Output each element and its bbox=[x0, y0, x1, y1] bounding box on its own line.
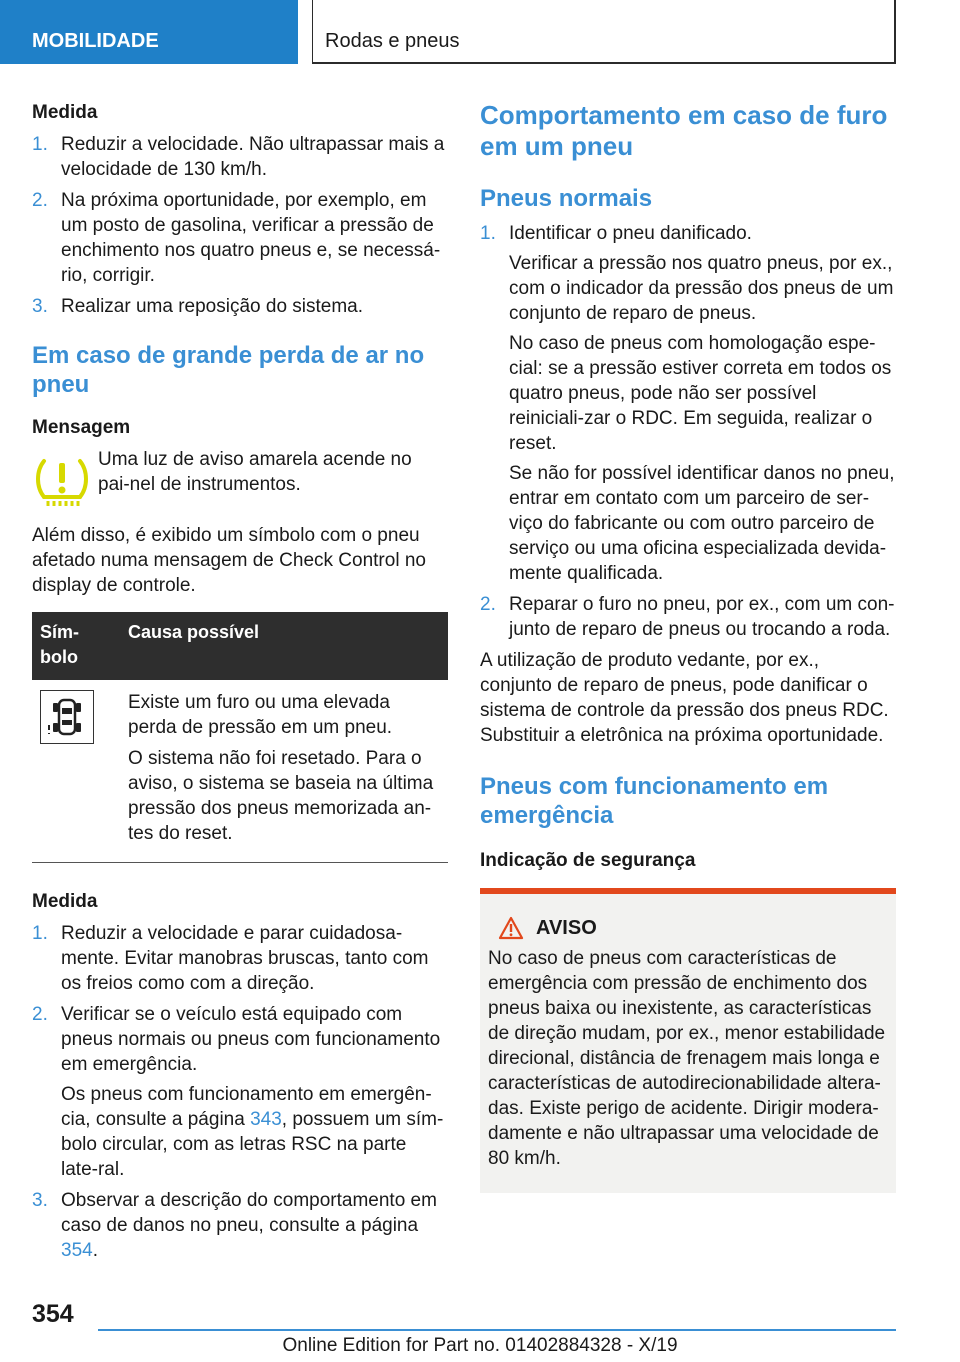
list-item: 1. Reduzir a velocidade e parar cuidadosa-mente. Evitar manobras bruscas, tanto com os freios como com a direção. bbox=[32, 923, 429, 994]
measure-heading: Medida bbox=[32, 102, 98, 123]
symbol-table bbox=[32, 612, 448, 863]
warning-text: No caso de pneus com características de emergência com pressão de enchimento dos pneus baixa ou inexistente, as características de direção mudam, por ex., menor estabilidade direcional, distância de frenagem mais longa e características de autodirecionabilidade altera-das. Existe perigo de acidente. Dirigir modera-damente e não ultrapassar uma velocidade de 80 km/h. bbox=[488, 948, 886, 1169]
car-tire-pressure-icon bbox=[40, 690, 94, 744]
page-number: 354 bbox=[32, 1300, 74, 1328]
list-item: 3. Realizar uma reposição do sistema. bbox=[32, 296, 364, 317]
measure-heading: Medida bbox=[32, 891, 98, 912]
normal-tires-heading: Pneus normais bbox=[480, 185, 653, 212]
list-item: 1. Identificar o pneu danificado. Verificar a pressão nos quatro pneus, por ex., com o indicador da pressão dos pneus de um conjunto de reparo de pneus. No caso de pneus com homologação espe-cial: se a pressão estiver correta em todos os quatro pneus, pode não ser possível reiniciali-zar o RDC. Em seguida, realizar o reset. Se não for possível identificar danos no pneu, entrar em contato com um parceiro de ser-viço do fabricante ou com outro parceiro de serviço ou uma oficina especializada devida-mente qualificada. bbox=[480, 223, 895, 584]
page-link-343[interactable]: 343 bbox=[250, 1109, 282, 1130]
normal-tires-steps bbox=[480, 221, 896, 642]
lamp-text: Uma luz de aviso amarela acende no pai-nel de instrumentos. bbox=[98, 449, 412, 495]
right-column bbox=[480, 100, 896, 1193]
warning-triangle-icon bbox=[498, 916, 524, 940]
left-column bbox=[32, 100, 448, 1269]
message-heading: Mensagem bbox=[32, 417, 131, 438]
warning-title: AVISO bbox=[536, 916, 597, 939]
measure-steps bbox=[32, 921, 448, 1263]
runflat-heading: Pneus com funcionamento em emergência bbox=[480, 773, 829, 829]
measure-steps bbox=[32, 132, 448, 319]
table-header bbox=[32, 612, 448, 680]
table-col-cause: Causa possível bbox=[128, 622, 260, 642]
list-item: 2. Verificar se o veículo está equipado com pneus normais ou pneus com funcionamento em emergência. Os pneus com funcionamento em emergên-cia, consulte a página 343, possuem um sím-bolo circular, com as letras RSC na parte late-ral. bbox=[32, 1004, 444, 1180]
section-heading-big-loss: Em caso de grande perda de ar no pneu bbox=[32, 342, 425, 398]
tire-pressure-warning-icon bbox=[32, 449, 92, 509]
table-cell-text: Existe um furo ou uma elevada perda de pressão em um pneu. bbox=[128, 692, 393, 738]
list-item: 3. Observar a descrição do comportamento em caso de danos no pneu, consulte a página 354. bbox=[32, 1190, 437, 1261]
list-item: 2. Reparar o furo no pneu, por ex., com um con-junto de reparo de pneus ou trocando a roda. bbox=[480, 594, 895, 640]
message-after-text: Além disso, é exibido um símbolo com o pneu afetado numa mensagem de Check Control no display de controle. bbox=[32, 525, 426, 596]
page-link-354[interactable]: 354 bbox=[61, 1240, 93, 1261]
warning-box bbox=[480, 888, 896, 1193]
table-col-symbol: Sím-bolo bbox=[40, 622, 80, 667]
safety-heading: Indicação de segurança bbox=[480, 850, 696, 871]
footer-divider bbox=[98, 1329, 896, 1331]
sealant-note: A utilização de produto vedante, por ex., conjunto de reparo de pneus, pode danificar o sistema de controle da pressão dos pneus RDC. Substituir a eletrônica na próxima oportunidade. bbox=[480, 650, 889, 746]
footer-edition: Online Edition for Part no. 01402884328 - X/19 bbox=[282, 1335, 678, 1356]
header-chapter-title: Rodas e pneus bbox=[312, 0, 896, 64]
header-section-label: MOBILIDADE bbox=[0, 0, 298, 64]
table-row bbox=[32, 680, 448, 863]
list-item: 2. Na próxima oportunidade, por exemplo, em um posto de gasolina, verificar a pressão de enchimento nos quatro pneus e, se necessá-rio, corrigir. bbox=[32, 190, 441, 286]
list-item: 1. Reduzir a velocidade. Não ultrapassar mais a velocidade de 130 km/h. bbox=[32, 134, 445, 180]
section-title: Comportamento em caso de furo em um pneu bbox=[480, 100, 888, 161]
warning-lamp-row bbox=[32, 447, 448, 509]
table-cell-text: O sistema não foi resetado. Para o aviso, o sistema se baseia na última pressão dos pneus memorizada an-tes do reset. bbox=[128, 748, 434, 844]
